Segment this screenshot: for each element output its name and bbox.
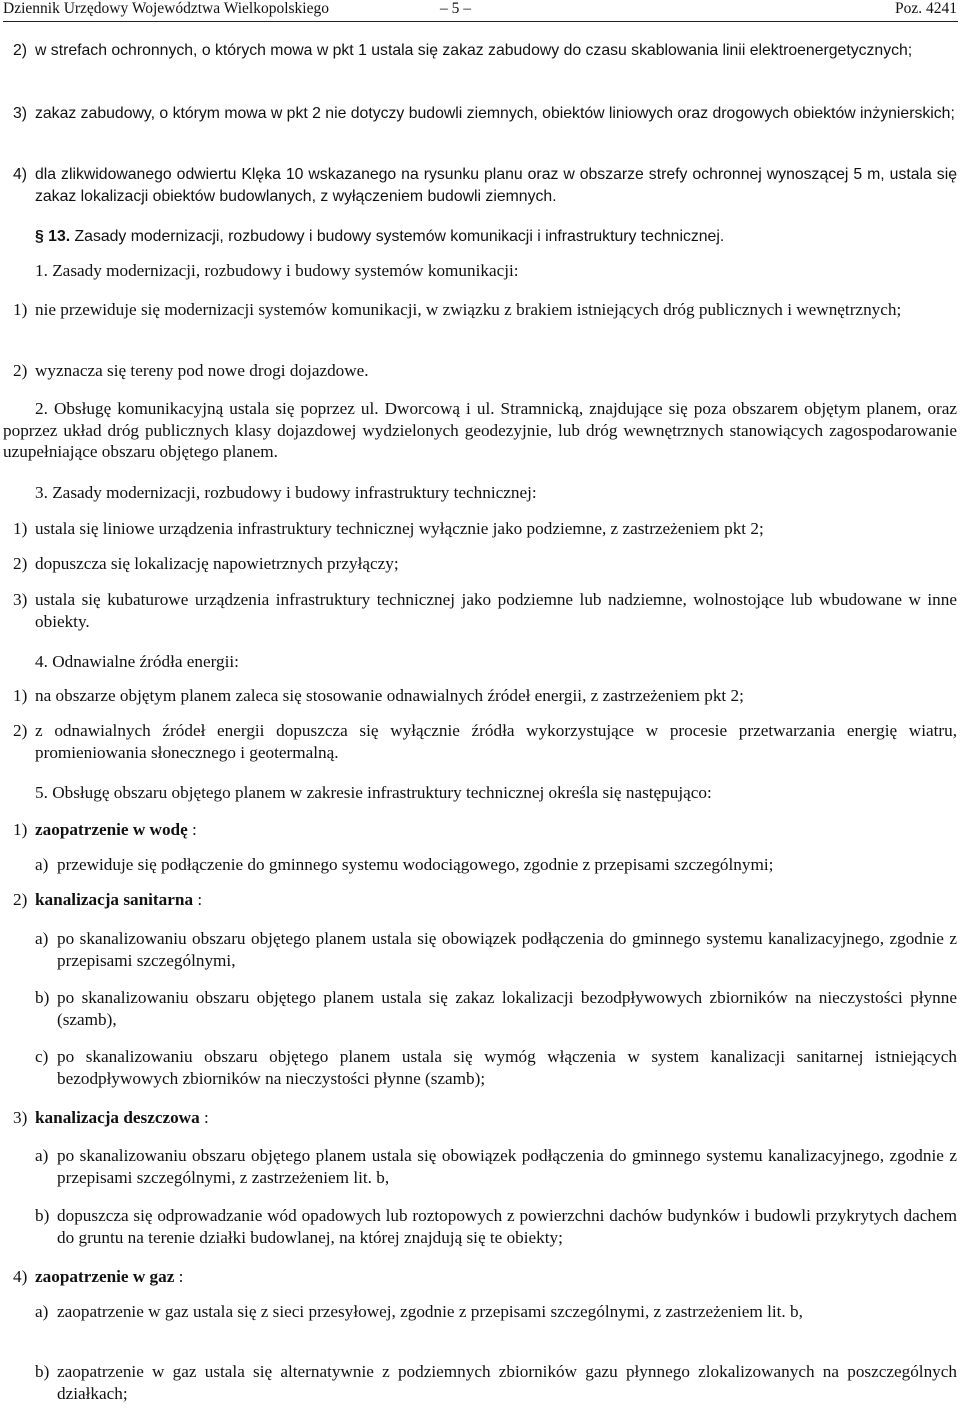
item-number: Poz. 4241 xyxy=(895,0,957,17)
subsection-title: kanalizacja sanitarna xyxy=(35,890,194,909)
document-page: Dziennik Urzędowy Województwa Wielkopolskiego – 5 – Poz. 4241 2) w strefach ochronnych, o których mowa w pkt 1 ustala się zakaz zabudowy do czasu skablowania linii elektroenergetycznych; 3) zakaz zabudowy, o którym mowa w pkt 2 nie dotyczy budowli ziemnych, obiektów liniowych oraz drogowych obiektów inżynierskich; 4) dla zlikwidowanego odwiertu Klęka 10 wskazanego na rysunku planu oraz w obszarze strefy ochronnej wynoszącej 5 m, ustala się zakaz lokalizacji obiektów budowlanych, z wyłączeniem budowli ziemnych. § 13. Zasady modernizacji, rozbudowy i budowy systemów komunikacji i infrastruktury technicznej. 1. Zasady modernizacji, rozbudowy i budowy systemów komunikacji: 1) nie przewiduje się modernizacji systemów komunikacji, w związku z brakiem istniejących dróg publicznych i wewnętrznych; 2) wyznacza się tereny pod nowe drogi dojazdowe. 2. Obsługę komunikacyjną ustala się poprzez ul. Dworcową i ul. Stramnicką, znajdujące się poza obszarem objętym planem, oraz poprzez układ dróg publicznych klasy dojazdowej wydzielonych geodezyjnie, lub dróg wewnętrznych stanowiących zagospodarowanie uzupełniające obszaru objętego planem. 3. Zasady modernizacji, rozbudowy i budowy infrastruktury technicznej: 1) ustala się liniowe urządzenia infrastruktury technicznej wyłącznie jako podziemne, z zastrzeżeniem pkt 2; 2) dopuszcza się lokalizację napowietrznych przyłączy; 3) ustala się kubaturowe urządzenia infrastruktury technicznej jako podziemne lub nadziemne, wolnostojące lub wbudowane w inne obiekty. 4. Odnawialne źródła energii: 1) na obszarze objętym planem zaleca się stosowanie odnawialnych źródeł energii, z zastrzeżeniem pkt 2; 2) z odnawialnych źródeł energii dopuszcza się wyłącznie źródła wykorzystujące w procesie przetwarzania energię wiatru, promieniowania słonecznego i geotermalną. 5. Obsługę obszaru objętego planem w zakresie infrastruktury technicznej określa się następująco: 1) zaopatrzenie w wodę : a) przewiduje się podłączenie do gminnego systemu wodociągowego, zgodnie z przepisami szczególnymi; 2) kanalizacja sanitarna : a) po skanalizowaniu obszaru objętego planem ustala się obowiązek podłączenia do gminnego systemu kanalizacyjnego, zgodnie z przepisami szczególnymi, b) po skanalizowaniu obszaru objętego planem ustala się zakaz lokalizacji bezodpływowych zbiorników na nieczystości płynne (szamb), c) po skanalizowaniu obszaru objętego planem ustala się wymóg włączenia w system kanalizacji sanitarnej istniejących bezodpływowych zbiorników na nieczystości płynne (szamb); 3) kanalizacja deszczowa : a) po skanalizowaniu obszaru objętego planem ustala się obowiązek podłączenia do gminnego systemu kanalizacyjnego, zgodnie z przepisami szczególnymi, z zastrzeżeniem lit. b, b) dopuszcza się odprowadzanie wód opadowych lub roztopowych z powierzchni dachów budynków i budowli przykrytych dachem do gruntu na terenie działki budowlanej, na której znajdują się te obiekty; 4) zaopatrzenie w gaz : a) zaopatrzenie w gaz ustala się z sieci przesyłowej, zgodnie z przepisami szczególnymi, z zastrzeżeniem lit. b, b) zaopatrzenie w gaz ustala się alternatywnie z podziemnych zbiorników gazu płynnego zlokalizowanych na poszczególnych działkach; xyxy=(0,0,960,1410)
subsection-title: zaopatrzenie w wodę xyxy=(35,820,188,839)
page-header xyxy=(3,0,960,19)
page-number: – 5 – xyxy=(440,0,471,17)
subsection-title: zaopatrzenie w gaz xyxy=(35,1267,175,1286)
header-divider xyxy=(3,21,958,22)
journal-title: Dziennik Urzędowy Województwa Wielkopolskiego xyxy=(3,0,329,17)
section-number: § 13. xyxy=(35,228,71,245)
section-title: Zasady modernizacji, rozbudowy i budowy systemów komunikacji i infrastruktury technicznej. xyxy=(74,228,725,245)
subsection-title: kanalizacja deszczowa xyxy=(35,1108,200,1127)
